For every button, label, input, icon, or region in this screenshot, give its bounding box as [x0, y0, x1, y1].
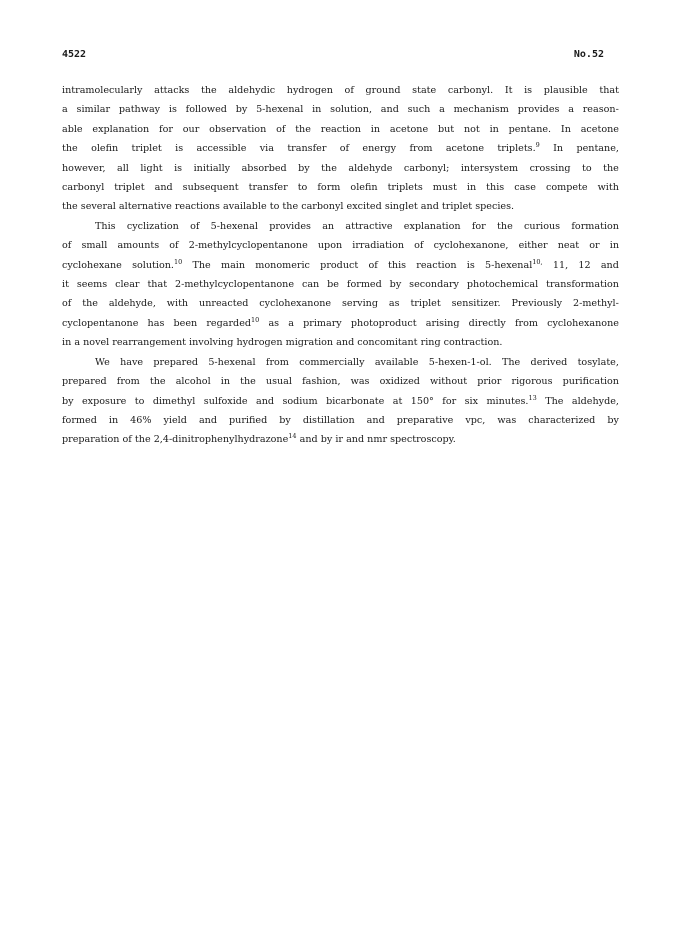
word: derived — [530, 356, 568, 368]
word: attractive — [345, 220, 393, 232]
word: sensitizer. — [451, 298, 501, 310]
word: reason- — [582, 104, 619, 116]
word: amounts — [117, 240, 160, 252]
word: species. — [475, 201, 515, 213]
word: with — [597, 182, 619, 194]
word: triplet — [131, 143, 162, 155]
word: must — [432, 182, 457, 194]
word: purified — [229, 414, 268, 426]
word: available — [223, 201, 267, 213]
word: this — [388, 259, 407, 271]
word: cyclohexane — [62, 259, 122, 271]
word: by — [279, 414, 291, 426]
word: in — [312, 104, 322, 116]
word: of — [368, 259, 378, 271]
word: acetone — [580, 123, 619, 135]
text-line — [62, 275, 619, 294]
word: aldehydic — [228, 85, 276, 96]
word: formed — [346, 279, 382, 291]
word: 2-methylcyclopentanone — [174, 279, 295, 291]
word: tosylate, — [577, 356, 619, 368]
word: light — [140, 162, 163, 174]
word: commercially — [299, 356, 365, 368]
word: a — [62, 104, 68, 116]
word: have — [120, 356, 144, 368]
word: energy — [362, 143, 397, 155]
word: such — [407, 104, 431, 116]
word: novel — [83, 337, 110, 349]
word: for — [159, 123, 173, 135]
word: a — [288, 317, 294, 329]
word: and — [198, 414, 217, 426]
text-line — [62, 100, 619, 119]
word: minutes.$^{13}$ — [486, 393, 537, 407]
word: this — [486, 182, 505, 194]
word: it — [62, 279, 69, 291]
text-line — [62, 178, 619, 197]
word: the — [62, 143, 78, 155]
paragraph — [62, 217, 619, 353]
word: 2-methyl- — [572, 298, 619, 310]
word: plausible — [543, 85, 588, 96]
word: of — [190, 220, 200, 232]
word: a — [439, 104, 445, 116]
word: ring — [420, 337, 441, 349]
word: olefin — [91, 143, 119, 155]
text-line — [62, 411, 619, 430]
word: primary — [303, 317, 342, 329]
word: usual — [265, 376, 292, 388]
word: provides — [517, 104, 560, 116]
word: nmr — [367, 434, 388, 446]
word: 5-hexenal — [256, 104, 304, 116]
word: by — [607, 414, 619, 426]
word: 5-hexenal — [208, 356, 256, 368]
word: upon — [317, 240, 343, 252]
word: via — [259, 143, 274, 155]
word: and — [366, 414, 385, 426]
word: available — [374, 356, 419, 368]
page-header — [62, 49, 604, 63]
word: intersystem — [460, 162, 519, 174]
word: the — [134, 434, 151, 446]
word: at — [392, 395, 403, 407]
word: several — [80, 201, 116, 213]
word: arising — [425, 317, 460, 329]
footnote-ref: 10, — [532, 257, 543, 266]
word: initially — [193, 162, 231, 174]
word: reaction — [320, 123, 361, 135]
word: the — [603, 162, 619, 174]
word: secondary — [409, 279, 459, 291]
word: from — [116, 376, 140, 388]
word: in — [609, 240, 619, 252]
word: of — [344, 85, 354, 96]
word: spectroscopy. — [390, 434, 456, 446]
word: the — [201, 85, 217, 96]
word: by — [320, 434, 333, 446]
word: and — [380, 104, 399, 116]
word: pentane. — [508, 123, 552, 135]
word: triplets — [387, 182, 423, 194]
word: a — [74, 337, 81, 349]
word: triplet — [441, 201, 473, 213]
paragraph — [62, 353, 619, 450]
word: subsequent — [182, 182, 239, 194]
word: 5-hexen-1-ol. — [428, 356, 492, 368]
word: but — [437, 123, 455, 135]
word: a — [568, 104, 574, 116]
word: not — [463, 123, 480, 135]
issue-number: No.52 — [573, 49, 604, 60]
word: transfer — [248, 182, 288, 194]
word: contraction. — [443, 337, 503, 349]
word: was — [350, 376, 370, 388]
word: transformation — [546, 279, 619, 291]
word: The — [501, 356, 521, 368]
footnote-ref: 14 — [288, 432, 297, 441]
word: carbonyl — [62, 182, 105, 194]
text-line — [62, 81, 619, 100]
word: cyclization — [126, 220, 179, 232]
word: excited — [346, 201, 382, 213]
word: in — [489, 123, 499, 135]
word: is — [175, 143, 184, 155]
text-line — [62, 294, 619, 313]
word: preparation — [62, 434, 120, 446]
word: ground — [365, 85, 401, 96]
word: that — [147, 279, 168, 291]
word: is — [168, 104, 177, 116]
footnote-ref: 10 — [251, 315, 260, 324]
word: In — [553, 143, 564, 155]
text-line — [62, 314, 619, 333]
text-line — [62, 430, 619, 449]
word: prepared — [62, 376, 107, 388]
word: hydrogen — [236, 337, 283, 349]
word: carbonyl. — [447, 85, 494, 96]
word: be — [327, 279, 339, 291]
word: regarded$^{10}$ — [206, 315, 260, 329]
article-body — [62, 81, 619, 450]
word: of — [276, 123, 286, 135]
word: able — [62, 123, 83, 135]
word: cyclohexanone — [259, 298, 332, 310]
word: mechanism — [453, 104, 509, 116]
text-line — [62, 333, 619, 352]
word: the — [497, 220, 513, 232]
word: and — [420, 201, 439, 213]
word: carbonyl; — [403, 162, 450, 174]
word: triplets.$^9$ — [497, 141, 540, 155]
text-line — [62, 139, 619, 158]
word: intramolecularly — [62, 85, 143, 96]
word: state — [412, 85, 437, 96]
word: absorbed — [241, 162, 287, 174]
word: as — [388, 298, 400, 310]
text-line — [62, 256, 619, 275]
word: an — [322, 220, 335, 232]
word: and — [256, 395, 275, 407]
word: pathway — [118, 104, 161, 116]
word: cyclopentanone — [62, 317, 139, 329]
word: vpc, — [465, 414, 486, 426]
word: by — [389, 279, 402, 291]
word: 5-hexenal — [210, 220, 258, 232]
word: can — [301, 279, 320, 291]
word: six — [464, 395, 479, 407]
word: all — [117, 162, 129, 174]
word: yield — [163, 414, 187, 426]
word: is — [466, 259, 475, 271]
word: concomitant — [357, 337, 418, 349]
word: product — [320, 259, 359, 271]
word: distillation — [302, 414, 355, 426]
word: small — [81, 240, 108, 252]
word: triplet — [114, 182, 145, 194]
word: main — [220, 259, 246, 271]
word: was — [497, 414, 517, 426]
word: crossing — [529, 162, 571, 174]
word: to — [582, 162, 592, 174]
word: migration — [285, 337, 334, 349]
word: 2,4-dinitrophenylhydrazone$^{14}$ — [153, 432, 297, 446]
word: and — [346, 434, 365, 446]
word: explanation — [92, 123, 150, 135]
word: in — [466, 182, 477, 194]
word: the — [321, 162, 337, 174]
word: by — [235, 104, 248, 116]
word: of — [339, 143, 350, 155]
word: the — [240, 376, 256, 388]
word: Previously — [511, 298, 563, 310]
word: from — [514, 317, 538, 329]
word: hydrogen — [286, 85, 333, 96]
word: and — [336, 337, 355, 349]
word: sulfoxide — [203, 395, 248, 407]
word: solution.$^{10}$ — [132, 257, 183, 271]
word: is — [524, 85, 533, 96]
footnote-ref: 13 — [528, 393, 537, 402]
word: and — [600, 259, 619, 271]
word: the — [295, 123, 311, 135]
word: to — [297, 182, 308, 194]
text-line — [62, 392, 619, 411]
word: transfer — [287, 143, 327, 155]
word: formation — [571, 220, 619, 232]
word: from — [409, 143, 433, 155]
word: aldehyde — [348, 162, 393, 174]
word: form — [317, 182, 341, 194]
paragraph — [62, 81, 619, 217]
word: alcohol — [175, 376, 211, 388]
word: acetone — [389, 123, 429, 135]
word: followed — [185, 104, 227, 116]
word: exposure — [81, 395, 127, 407]
word: attacks — [154, 85, 190, 96]
word: involving — [189, 337, 234, 349]
word: 5-hexenal$^{10,}$ — [485, 257, 543, 271]
word: with — [166, 298, 189, 310]
text-line — [62, 236, 619, 255]
word: in — [220, 376, 230, 388]
word: clear — [115, 279, 140, 291]
word: of — [62, 240, 72, 252]
word: irradiation — [352, 240, 405, 252]
word: explanation — [403, 220, 461, 232]
word: purification — [562, 376, 619, 388]
word: carbonyl — [301, 201, 344, 213]
text-line — [62, 120, 619, 139]
word: 12 — [578, 259, 591, 271]
word: been — [173, 317, 198, 329]
word: without — [430, 376, 468, 388]
word: alternative — [118, 201, 172, 213]
word: from — [265, 356, 289, 368]
word: accessible — [196, 143, 247, 155]
word: cyclohexanone — [547, 317, 619, 329]
word: of — [414, 240, 424, 252]
word: for — [471, 220, 486, 232]
word: and — [154, 182, 173, 194]
footnote-ref: 9 — [535, 141, 540, 150]
word: triplet — [410, 298, 441, 310]
word: for — [442, 395, 457, 407]
word: The — [545, 395, 564, 407]
word: to — [134, 395, 145, 407]
word: to — [269, 201, 280, 213]
word: reactions — [174, 201, 220, 213]
word: photochemical — [466, 279, 539, 291]
word: that — [599, 85, 619, 96]
word: by — [298, 162, 310, 174]
word: rearrangement — [112, 337, 186, 349]
word: in — [370, 123, 381, 135]
word: cyclohexanone, — [433, 240, 509, 252]
word: The — [192, 259, 211, 271]
text-line — [62, 353, 619, 372]
word: of — [62, 298, 72, 310]
text-line — [62, 159, 619, 178]
word: case — [514, 182, 536, 194]
word: rigorous — [511, 376, 553, 388]
word: characterized — [528, 414, 596, 426]
word: dimethyl — [152, 395, 196, 407]
text-line — [62, 372, 619, 391]
word: similar — [76, 104, 111, 116]
word: unreacted — [199, 298, 249, 310]
word: the — [149, 376, 166, 388]
word: formed — [62, 414, 97, 426]
text-line — [62, 197, 619, 216]
word: 11, — [552, 259, 569, 271]
word: our — [182, 123, 200, 135]
word: bicarbonate — [326, 395, 385, 407]
word: singlet — [384, 201, 418, 213]
word: acetone — [445, 143, 485, 155]
text-line — [62, 217, 619, 236]
word: preparative — [396, 414, 454, 426]
word: the — [282, 201, 299, 213]
word: however, — [62, 162, 106, 174]
footnote-ref: 10 — [173, 257, 183, 266]
word: oxidized — [379, 376, 420, 388]
word: prior — [477, 376, 502, 388]
word: the — [62, 201, 78, 213]
word: compete — [545, 182, 588, 194]
word: 150° — [410, 395, 434, 407]
word: monomeric — [255, 259, 310, 271]
word: or — [589, 240, 600, 252]
word: serving — [342, 298, 378, 310]
word: has — [147, 317, 165, 329]
word: of — [122, 434, 132, 446]
word: of — [169, 240, 179, 252]
word: We — [95, 356, 110, 368]
word: seems — [76, 279, 108, 291]
word: This — [95, 220, 116, 232]
word: in — [62, 337, 72, 349]
page-number: 4522 — [62, 49, 87, 60]
word: photoproduct — [350, 317, 417, 329]
word: 46% — [130, 414, 152, 426]
word: aldehyde, — [108, 298, 156, 310]
word: either — [518, 240, 548, 252]
word: In — [560, 123, 571, 135]
word: olefin — [350, 182, 378, 194]
word: observation — [209, 123, 267, 135]
word: and — [299, 434, 318, 446]
word: aldehyde, — [571, 395, 619, 407]
word: the — [82, 298, 98, 310]
word: fashion, — [302, 376, 341, 388]
word: solution, — [330, 104, 373, 116]
word: It — [504, 85, 513, 96]
word: ir — [335, 434, 343, 446]
word: provides — [269, 220, 311, 232]
word: directly — [468, 317, 506, 329]
word: as — [268, 317, 280, 329]
word: in — [108, 414, 119, 426]
word: reaction — [416, 259, 457, 271]
word: by — [62, 395, 74, 407]
word: 2-methylcyclopentanone — [188, 240, 308, 252]
word: sodium — [282, 395, 318, 407]
word: pentane, — [576, 143, 619, 155]
word: is — [174, 162, 183, 174]
word: prepared — [153, 356, 199, 368]
word: curious — [524, 220, 561, 232]
word: neat — [557, 240, 580, 252]
